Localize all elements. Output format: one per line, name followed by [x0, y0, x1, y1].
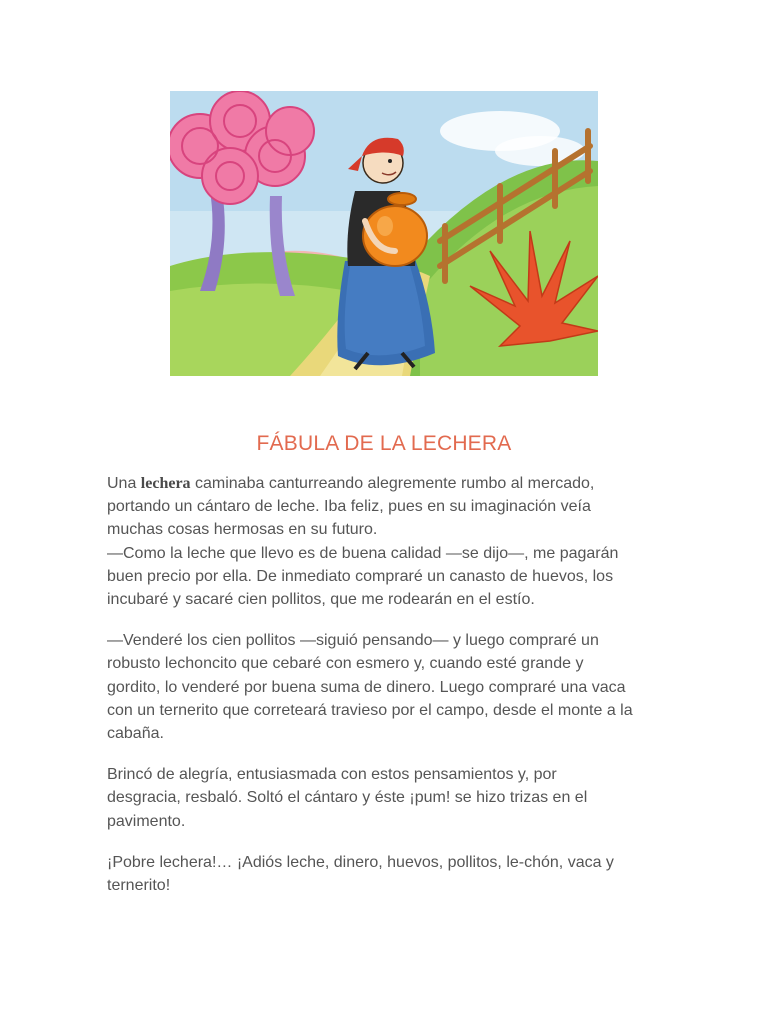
text-line: incubaré y sacaré cien pollitos, que me rodearán en el estío. [107, 591, 535, 609]
paragraph [107, 763, 667, 833]
text-line: —Como la leche que llevo es de buena calidad —se dijo—, me pagarán [107, 544, 619, 562]
text-fragment: caminaba canturreando alegremente rumbo al mercado, [190, 475, 595, 492]
paragraph [107, 629, 667, 745]
text-line [107, 472, 667, 495]
text-line: Brincó de alegría, entusiasmada con estos pensamientos y, por [107, 766, 557, 784]
text-line: —Venderé los cien pollitos —siguió pensando— y luego compraré un [107, 632, 599, 650]
text-line: pavimento. [107, 812, 186, 830]
text-line: buen precio por ella. De inmediato compraré un canasto de huevos, los [107, 567, 614, 585]
paragraph [107, 472, 667, 611]
text-line: con un ternerito que correteará travieso por el campo, desde el monte a la [107, 701, 633, 719]
text-line: ¡Pobre lechera!… ¡Adiós leche, dinero, huevos, pollitos, le-chón, vaca y [107, 853, 614, 871]
milkmaid-illustration [170, 91, 598, 376]
text-line: robusto lechoncito que cebaré con esmero y, cuando esté grande y [107, 655, 584, 673]
emphasized-word: lechera [140, 475, 191, 492]
text-line: portando un cántaro de leche. Iba feliz, pues en su imaginación veía [107, 498, 591, 516]
page-title: FÁBULA DE LA LECHERA [256, 432, 512, 455]
text-line: muchas cosas hermosas en su futuro. [107, 521, 378, 539]
text-line: desgracia, resbaló. Soltó el cántaro y éste ¡pum! se hizo trizas en el [107, 789, 588, 807]
story-text [107, 472, 667, 915]
text-line: gordito, lo venderé por buena suma de dinero. Luego compraré una vaca [107, 678, 626, 696]
text-fragment: Una [107, 475, 141, 492]
text-line: ternerito! [107, 877, 171, 895]
paragraph [107, 851, 667, 897]
text-line: cabaña. [107, 725, 164, 743]
